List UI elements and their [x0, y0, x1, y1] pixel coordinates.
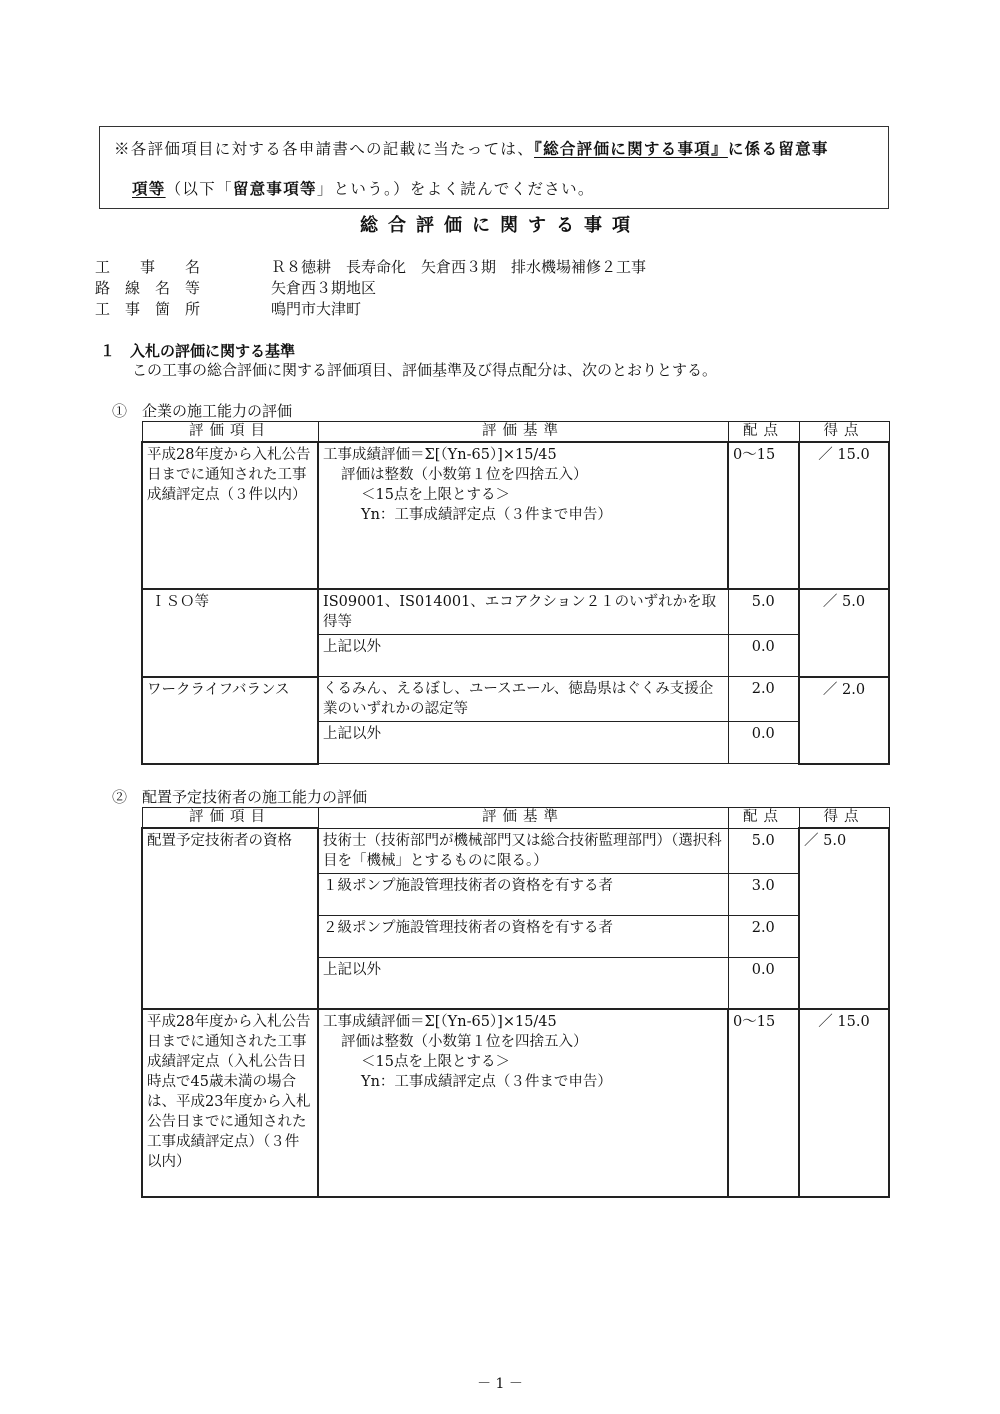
item-cell: 配置予定技術者の資格 — [142, 828, 318, 1009]
header-item: 評価項目 — [142, 808, 318, 829]
points-cell: 0～15 — [728, 1009, 799, 1197]
page-number: － 1 － — [477, 1376, 523, 1392]
criteria-cell: １級ポンプ施設管理技術者の資格を有する者 — [318, 873, 728, 915]
score-cell: ／ 2.0 — [799, 677, 889, 764]
info-row-work-name — [95, 256, 646, 277]
criteria-cell — [318, 1009, 728, 1197]
criteria-cell: IS09001、IS014001、エコアクション２１のいずれかを取得等 — [318, 589, 728, 635]
criteria-line: Yn：工事成績評定点（３件まで申告） — [361, 1074, 612, 1090]
notice-line-1 — [114, 137, 829, 159]
info-label: 工 事 箇 所 — [95, 300, 201, 318]
notice-box — [99, 126, 889, 209]
points-cell: 3.0 — [728, 873, 799, 915]
info-row-location — [95, 298, 361, 319]
info-row-route — [95, 277, 376, 298]
section-text: この工事の総合評価に関する評価項目、評価基準及び得点配分は、次のとおりとする。 — [132, 361, 718, 379]
criteria-cell: 技術士（技術部門が機械部門又は総合技術監理部門）（選択科目を「機械」とするものに限る。） — [318, 828, 728, 873]
table1-caption: ① 企業の施工能力の評価 — [112, 402, 293, 420]
info-label: 工 事 名 — [95, 258, 201, 276]
page-title: 総合評価に関する事項 — [360, 215, 640, 236]
table-engineer-capability — [141, 807, 890, 1198]
notice-text: ※各評価項目に対する各申請書への記載に当たっては、 — [114, 140, 535, 158]
table-row — [142, 677, 889, 722]
criteria-line: ＜15点を上限とする＞ — [361, 1054, 510, 1070]
score-cell: ／ 5.0 — [799, 828, 889, 1009]
criteria-line: ＜15点を上限とする＞ — [361, 487, 510, 503]
points-cell: 2.0 — [728, 677, 799, 722]
criteria-line: 評価は整数（小数第１位を四捨五入） — [341, 1034, 588, 1050]
score-cell: ／ 15.0 — [799, 1009, 889, 1197]
notice-text-bold: 留意事項等 — [232, 180, 317, 198]
points-cell: 0～15 — [728, 442, 799, 589]
notice-emphasis: 項等 — [132, 180, 166, 198]
notice-text: （以下「 — [165, 180, 233, 198]
item-cell: 平成28年度から入札公告日までに通知された工事成績評定点（入札公告日時点で45歳未満の場合は、平成23年度から入札公告日までに通知された工事成績評定点）（３件以内） — [142, 1009, 318, 1197]
info-label: 路 線 名 等 — [95, 279, 201, 297]
criteria-cell: 上記以外 — [318, 957, 728, 1009]
notice-line-2 — [132, 177, 595, 199]
points-cell: 5.0 — [728, 828, 799, 873]
header-score: 得点 — [799, 422, 889, 443]
criteria-cell — [318, 442, 728, 589]
criteria-cell: 上記以外 — [318, 635, 728, 677]
header-points: 配点 — [728, 808, 799, 829]
header-item: 評価項目 — [142, 422, 318, 443]
points-cell: 0.0 — [728, 635, 799, 677]
header-criteria: 評価基準 — [318, 422, 728, 443]
score-cell: ／ 15.0 — [799, 442, 889, 589]
criteria-line: Yn：工事成績評定点（３件まで申告） — [361, 507, 612, 523]
notice-text: 」という。）をよく読んでください。 — [316, 180, 595, 198]
info-value: Ｒ８徳耕 長寿命化 矢倉西３期 排水機場補修２工事 — [271, 258, 647, 276]
table2-caption: ② 配置予定技術者の施工能力の評価 — [112, 788, 368, 806]
points-cell: 0.0 — [728, 957, 799, 1009]
criteria-line: 工事成績評価＝Σ[（Yn-65）]×15/45 — [323, 447, 557, 463]
table-row — [142, 1009, 889, 1197]
criteria-cell: くるみん、えるぼし、ユースエール、徳島県はぐくみ支援企業のいずれかの認定等 — [318, 677, 728, 722]
section-heading: １ 入札の評価に関する基準 — [100, 342, 296, 360]
item-cell: 平成28年度から入札公告日までに通知された工事成績評定点（３件以内） — [142, 442, 318, 589]
table-header-row — [142, 808, 889, 829]
table-row — [142, 442, 889, 589]
table-company-capability — [141, 421, 890, 765]
header-criteria: 評価基準 — [318, 808, 728, 829]
score-cell: ／ 5.0 — [799, 589, 889, 677]
criteria-cell: 上記以外 — [318, 722, 728, 764]
criteria-line: 評価は整数（小数第１位を四捨五入） — [341, 467, 588, 483]
header-score: 得点 — [799, 808, 889, 829]
info-value: 鳴門市大津町 — [271, 300, 362, 318]
criteria-line: 工事成績評価＝Σ[（Yn-65）]×15/45 — [323, 1014, 557, 1030]
notice-emphasis: 『総合評価に関する事項』 — [534, 140, 728, 158]
points-cell: 2.0 — [728, 915, 799, 957]
table-header-row — [142, 422, 889, 443]
item-cell: ワークライフバランス — [142, 677, 318, 764]
table-row — [142, 589, 889, 635]
info-value: 矢倉西３期地区 — [271, 279, 377, 297]
points-cell: 5.0 — [728, 589, 799, 635]
notice-text-bold: に係る留意事 — [727, 140, 829, 158]
points-cell: 0.0 — [728, 722, 799, 764]
header-points: 配点 — [728, 422, 799, 443]
criteria-cell: ２級ポンプ施設管理技術者の資格を有する者 — [318, 915, 728, 957]
table-row — [142, 828, 889, 873]
item-cell: ＩＳＯ等 — [142, 589, 318, 677]
